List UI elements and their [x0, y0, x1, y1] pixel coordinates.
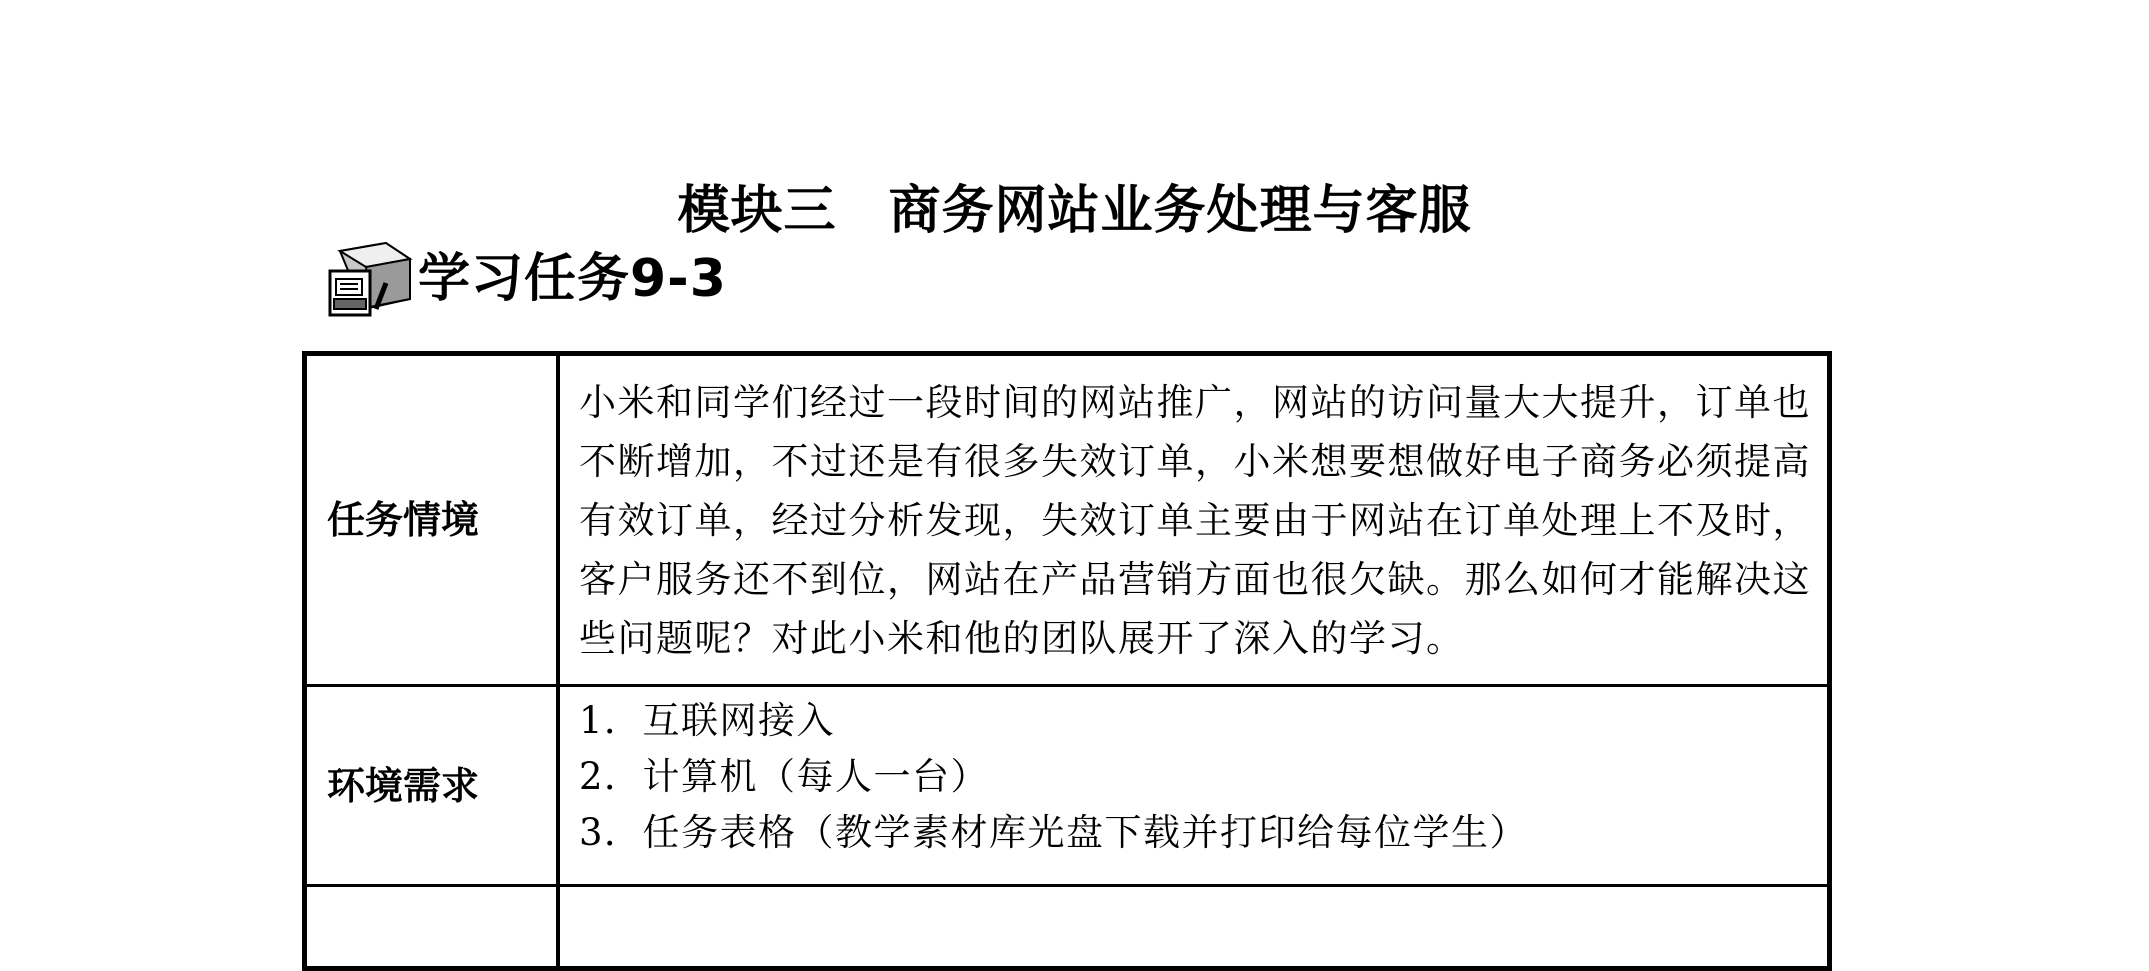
column-divider	[556, 356, 560, 966]
list-item: 1．互联网接入	[579, 699, 836, 742]
task-table	[302, 351, 1832, 971]
row-divider	[307, 684, 1827, 687]
environment-list	[579, 693, 1528, 861]
document-folder-icon	[326, 237, 414, 321]
task-title: 学习任务9-3	[418, 249, 727, 309]
task-situation-text	[579, 373, 1819, 668]
row-label-environment: 环境需求	[327, 764, 480, 808]
task-situation-line: 客户服务还不到位，网站在产品营销方面也很欠缺。那么如何才能解决这	[579, 558, 1811, 601]
list-item: 2．计算机（每人一台）	[579, 755, 990, 798]
row-label-task-situation: 任务情境	[327, 498, 480, 542]
module-name: 商务网站业务处理与客服	[888, 181, 1472, 241]
module-title	[0, 172, 2149, 250]
list-item: 3．任务表格（教学素材库光盘下载并打印给每位学生）	[579, 811, 1529, 854]
module-number: 模块三	[677, 181, 837, 241]
task-heading	[326, 234, 727, 324]
task-situation-line: 些问题呢？对此小米和他的团队展开了深入的学习。	[579, 617, 1465, 660]
task-situation-line: 小米和同学们经过一段时间的网站推广，网站的访问量大大提升，订单也	[579, 381, 1811, 424]
row-divider	[307, 884, 1827, 887]
task-situation-line: 不断增加，不过还是有很多失效订单，小米想要想做好电子商务必须提高	[579, 440, 1811, 483]
task-situation-line: 有效订单，经过分析发现，失效订单主要由于网站在订单处理上不及时，	[579, 499, 1811, 542]
